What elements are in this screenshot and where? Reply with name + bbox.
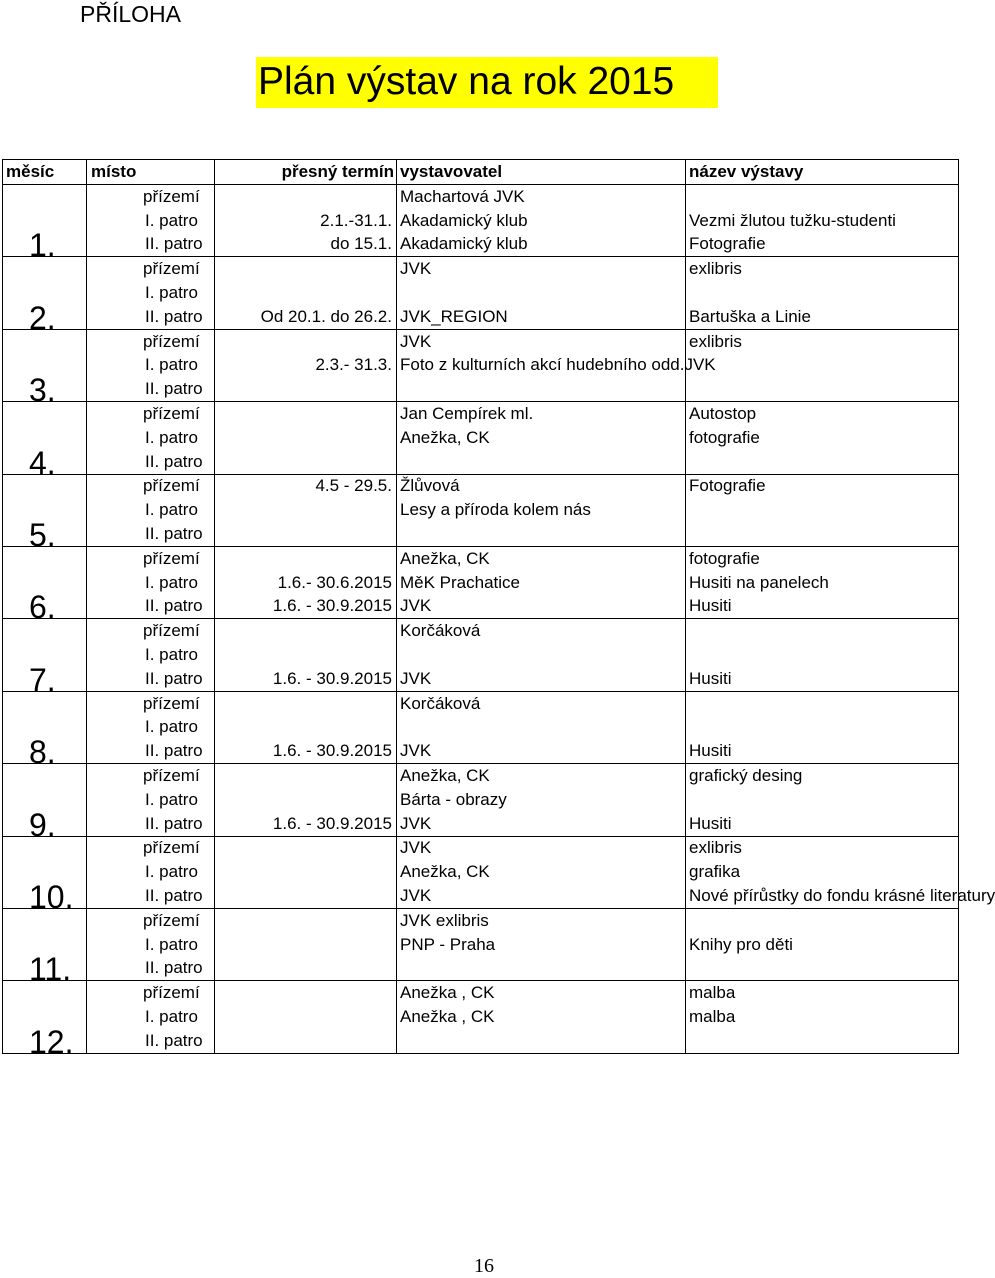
- place-cell: I. patro: [87, 1005, 215, 1029]
- date-cell: [215, 908, 397, 932]
- place-cell: I. patro: [87, 426, 215, 450]
- exhibition-name-cell: exlibris: [686, 836, 959, 860]
- month-cell: 12.: [3, 981, 87, 1053]
- exhibitor-cell: Foto z kulturních akcí hudebního odd.JVK: [397, 354, 686, 378]
- exhibition-name-cell: Husiti: [686, 595, 959, 619]
- table-row: [3, 305, 959, 329]
- table-row: [3, 933, 959, 957]
- table-row: [3, 329, 959, 353]
- table-row: [3, 546, 959, 570]
- date-cell: [215, 836, 397, 860]
- place-cell: přízemí: [87, 546, 215, 570]
- exhibitor-cell: Anežka, CK: [397, 764, 686, 788]
- place-cell: II. patro: [87, 884, 215, 908]
- page-number: 16: [474, 1255, 494, 1277]
- date-cell: [215, 185, 397, 209]
- place-cell: II. patro: [87, 522, 215, 546]
- table-row: [3, 522, 959, 546]
- exhibitor-cell: [397, 643, 686, 667]
- exhibition-name-cell: [686, 354, 959, 378]
- exhibitor-cell: Anežka, CK: [397, 426, 686, 450]
- table-row: [3, 281, 959, 305]
- table-row: [3, 691, 959, 715]
- exhibitor-cell: [397, 957, 686, 981]
- date-cell: [215, 377, 397, 401]
- exhibitor-cell: JVK: [397, 836, 686, 860]
- place-cell: I. patro: [87, 354, 215, 378]
- exhibitor-cell: Akadamický klub: [397, 209, 686, 233]
- appendix-label: PŘÍLOHA: [80, 1, 181, 27]
- table-row: [3, 571, 959, 595]
- exhibitor-cell: JVK: [397, 667, 686, 691]
- exhibition-name-cell: [686, 1029, 959, 1053]
- table-row: [3, 667, 959, 691]
- exhibition-name-cell: Husiti: [686, 812, 959, 836]
- exhibition-name-cell: exlibris: [686, 329, 959, 353]
- table-row: [3, 233, 959, 257]
- exhibition-name-cell: Fotografie: [686, 474, 959, 498]
- exhibition-name-cell: [686, 377, 959, 401]
- table-row: [3, 474, 959, 498]
- table-row: [3, 450, 959, 474]
- exhibitor-cell: JVK: [397, 812, 686, 836]
- table-row: [3, 908, 959, 932]
- place-cell: přízemí: [87, 836, 215, 860]
- exhibition-name-cell: [686, 788, 959, 812]
- date-cell: [215, 788, 397, 812]
- table-row: [3, 1005, 959, 1029]
- exhibitor-cell: [397, 450, 686, 474]
- date-cell: 1.6.- 30.6.2015: [215, 571, 397, 595]
- exhibitor-cell: [397, 716, 686, 740]
- table-row: [3, 209, 959, 233]
- table-row: [3, 619, 959, 643]
- column-header-exhibitor: vystavovatel: [397, 160, 686, 185]
- page-title: Plán výstav na rok 2015: [258, 60, 675, 103]
- exhibition-name-cell: [686, 957, 959, 981]
- place-cell: I. patro: [87, 716, 215, 740]
- exhibitor-cell: Korčáková: [397, 619, 686, 643]
- date-cell: [215, 716, 397, 740]
- exhibitor-cell: Anežka , CK: [397, 1005, 686, 1029]
- exhibition-name-cell: Husiti: [686, 667, 959, 691]
- date-cell: [215, 450, 397, 474]
- month-cell: 4.: [3, 402, 87, 474]
- exhibition-plan-table: [2, 159, 995, 1060]
- month-cell: 2.: [3, 257, 87, 329]
- column-header-place: místo: [87, 160, 215, 185]
- exhibition-name-cell: [686, 522, 959, 546]
- date-cell: do 15.1.: [215, 233, 397, 257]
- exhibitor-cell: JVK: [397, 884, 686, 908]
- place-cell: přízemí: [87, 185, 215, 209]
- date-cell: 1.6. - 30.9.2015: [215, 595, 397, 619]
- exhibition-name-cell: Fotografie: [686, 233, 959, 257]
- column-header-name: název výstavy: [686, 160, 959, 185]
- exhibition-name-cell: [686, 619, 959, 643]
- date-cell: [215, 1005, 397, 1029]
- exhibition-name-cell: malba: [686, 981, 959, 1005]
- place-cell: II. patro: [87, 450, 215, 474]
- place-cell: přízemí: [87, 764, 215, 788]
- month-cell: 5.: [3, 474, 87, 546]
- date-cell: [215, 498, 397, 522]
- place-cell: I. patro: [87, 571, 215, 595]
- exhibitor-cell: [397, 522, 686, 546]
- date-cell: [215, 981, 397, 1005]
- exhibitor-cell: JVK: [397, 257, 686, 281]
- exhibitor-cell: [397, 281, 686, 305]
- place-cell: II. patro: [87, 1029, 215, 1053]
- table-row: [3, 764, 959, 788]
- place-cell: II. patro: [87, 739, 215, 763]
- place-cell: přízemí: [87, 329, 215, 353]
- place-cell: I. patro: [87, 643, 215, 667]
- place-cell: I. patro: [87, 860, 215, 884]
- date-cell: [215, 281, 397, 305]
- table-row: [3, 860, 959, 884]
- table-body: [3, 185, 995, 1060]
- place-cell: I. patro: [87, 788, 215, 812]
- place-cell: I. patro: [87, 281, 215, 305]
- date-cell: [215, 522, 397, 546]
- exhibitor-cell: PNP - Praha: [397, 933, 686, 957]
- date-cell: [215, 860, 397, 884]
- place-cell: II. patro: [87, 957, 215, 981]
- exhibitor-cell: JVK: [397, 595, 686, 619]
- exhibition-name-cell: grafický desing: [686, 764, 959, 788]
- date-cell: [215, 257, 397, 281]
- place-cell: II. patro: [87, 305, 215, 329]
- exhibitor-cell: [397, 1029, 686, 1053]
- column-header-date: přesný termín: [215, 160, 397, 185]
- place-cell: II. patro: [87, 595, 215, 619]
- month-cell: 11.: [3, 908, 87, 980]
- date-cell: [215, 884, 397, 908]
- date-cell: 1.6. - 30.9.2015: [215, 739, 397, 763]
- table-row: [3, 836, 959, 860]
- place-cell: II. patro: [87, 812, 215, 836]
- exhibition-name-cell: [686, 643, 959, 667]
- exhibitor-cell: [397, 377, 686, 401]
- table-row: [3, 1029, 959, 1053]
- place-cell: přízemí: [87, 981, 215, 1005]
- exhibition-name-cell: [686, 716, 959, 740]
- place-cell: přízemí: [87, 908, 215, 932]
- exhibitor-cell: Anežka, CK: [397, 860, 686, 884]
- table-row: [3, 426, 959, 450]
- place-cell: I. patro: [87, 209, 215, 233]
- date-cell: 2.3.- 31.3.: [215, 354, 397, 378]
- exhibition-name-cell: [686, 498, 959, 522]
- exhibition-name-cell: Husiti: [686, 739, 959, 763]
- month-cell: 3.: [3, 329, 87, 401]
- table-row: [3, 377, 959, 401]
- table-row: [3, 643, 959, 667]
- table-row: [3, 185, 959, 209]
- place-cell: II. patro: [87, 233, 215, 257]
- month-cell: 9.: [3, 764, 87, 836]
- exhibition-name-cell: [686, 691, 959, 715]
- date-cell: [215, 691, 397, 715]
- date-cell: [215, 764, 397, 788]
- date-cell: [215, 546, 397, 570]
- exhibitor-cell: JVK: [397, 329, 686, 353]
- month-cell: 8.: [3, 691, 87, 763]
- exhibition-name-cell: Bartuška a Linie: [686, 305, 959, 329]
- exhibitor-cell: Bárta - obrazy: [397, 788, 686, 812]
- date-cell: [215, 957, 397, 981]
- place-cell: I. patro: [87, 498, 215, 522]
- exhibition-name-cell: Husiti na panelech: [686, 571, 959, 595]
- exhibition-name-cell: malba: [686, 1005, 959, 1029]
- place-cell: přízemí: [87, 619, 215, 643]
- exhibitor-cell: JVK: [397, 739, 686, 763]
- exhibitor-cell: JVK exlibris: [397, 908, 686, 932]
- column-header-month: měsíc: [3, 160, 87, 185]
- exhibition-name-cell: [686, 281, 959, 305]
- exhibitor-cell: MěK Prachatice: [397, 571, 686, 595]
- table-row: [3, 402, 959, 426]
- exhibitor-cell: Anežka , CK: [397, 981, 686, 1005]
- month-cell: 7.: [3, 619, 87, 691]
- place-cell: II. patro: [87, 667, 215, 691]
- exhibition-name-cell: grafika: [686, 860, 959, 884]
- exhibition-name-cell: [686, 185, 959, 209]
- exhibitor-cell: Korčáková: [397, 691, 686, 715]
- table-row: [3, 716, 959, 740]
- place-cell: I. patro: [87, 933, 215, 957]
- table-row: [3, 884, 959, 908]
- exhibition-name-cell: Vezmi žlutou tužku-studenti: [686, 209, 959, 233]
- table-row: [3, 354, 959, 378]
- exhibitor-cell: Machartová JVK: [397, 185, 686, 209]
- table-row: [3, 498, 959, 522]
- table-row: [3, 812, 959, 836]
- table-row: [3, 257, 959, 281]
- date-cell: 1.6. - 30.9.2015: [215, 812, 397, 836]
- exhibition-name-cell: fotografie: [686, 426, 959, 450]
- date-cell: 1.6. - 30.9.2015: [215, 667, 397, 691]
- date-cell: 4.5 - 29.5.: [215, 474, 397, 498]
- exhibitor-cell: Lesy a příroda kolem nás: [397, 498, 686, 522]
- exhibition-name-cell: Nové přírůstky do fondu krásné literatury: [686, 884, 959, 908]
- date-cell: [215, 1029, 397, 1053]
- exhibition-name-cell: exlibris: [686, 257, 959, 281]
- exhibitor-cell: Anežka, CK: [397, 546, 686, 570]
- exhibitor-cell: JVK_REGION: [397, 305, 686, 329]
- exhibition-name-cell: fotografie: [686, 546, 959, 570]
- exhibition-name-cell: [686, 908, 959, 932]
- month-cell: 6.: [3, 546, 87, 618]
- month-cell: 1.: [3, 185, 87, 257]
- date-cell: [215, 643, 397, 667]
- table-header-row: [3, 160, 959, 185]
- date-cell: [215, 619, 397, 643]
- date-cell: [215, 426, 397, 450]
- table-row: [3, 739, 959, 763]
- place-cell: přízemí: [87, 691, 215, 715]
- place-cell: přízemí: [87, 474, 215, 498]
- exhibition-name-cell: Autostop: [686, 402, 959, 426]
- place-cell: II. patro: [87, 377, 215, 401]
- place-cell: přízemí: [87, 402, 215, 426]
- exhibitor-cell: Jan Cempírek ml.: [397, 402, 686, 426]
- exhibition-name-cell: [686, 450, 959, 474]
- date-cell: [215, 402, 397, 426]
- exhibitor-cell: Žlůvová: [397, 474, 686, 498]
- table-row: [3, 788, 959, 812]
- month-cell: 10.: [3, 836, 87, 908]
- exhibitor-cell: Akadamický klub: [397, 233, 686, 257]
- table-row: [3, 957, 959, 981]
- date-cell: [215, 933, 397, 957]
- place-cell: přízemí: [87, 257, 215, 281]
- date-cell: [215, 329, 397, 353]
- exhibition-name-cell: Knihy pro děti: [686, 933, 959, 957]
- date-cell: 2.1.-31.1.: [215, 209, 397, 233]
- table-row: [3, 981, 959, 1005]
- date-cell: Od 20.1. do 26.2.: [215, 305, 397, 329]
- table-row: [3, 595, 959, 619]
